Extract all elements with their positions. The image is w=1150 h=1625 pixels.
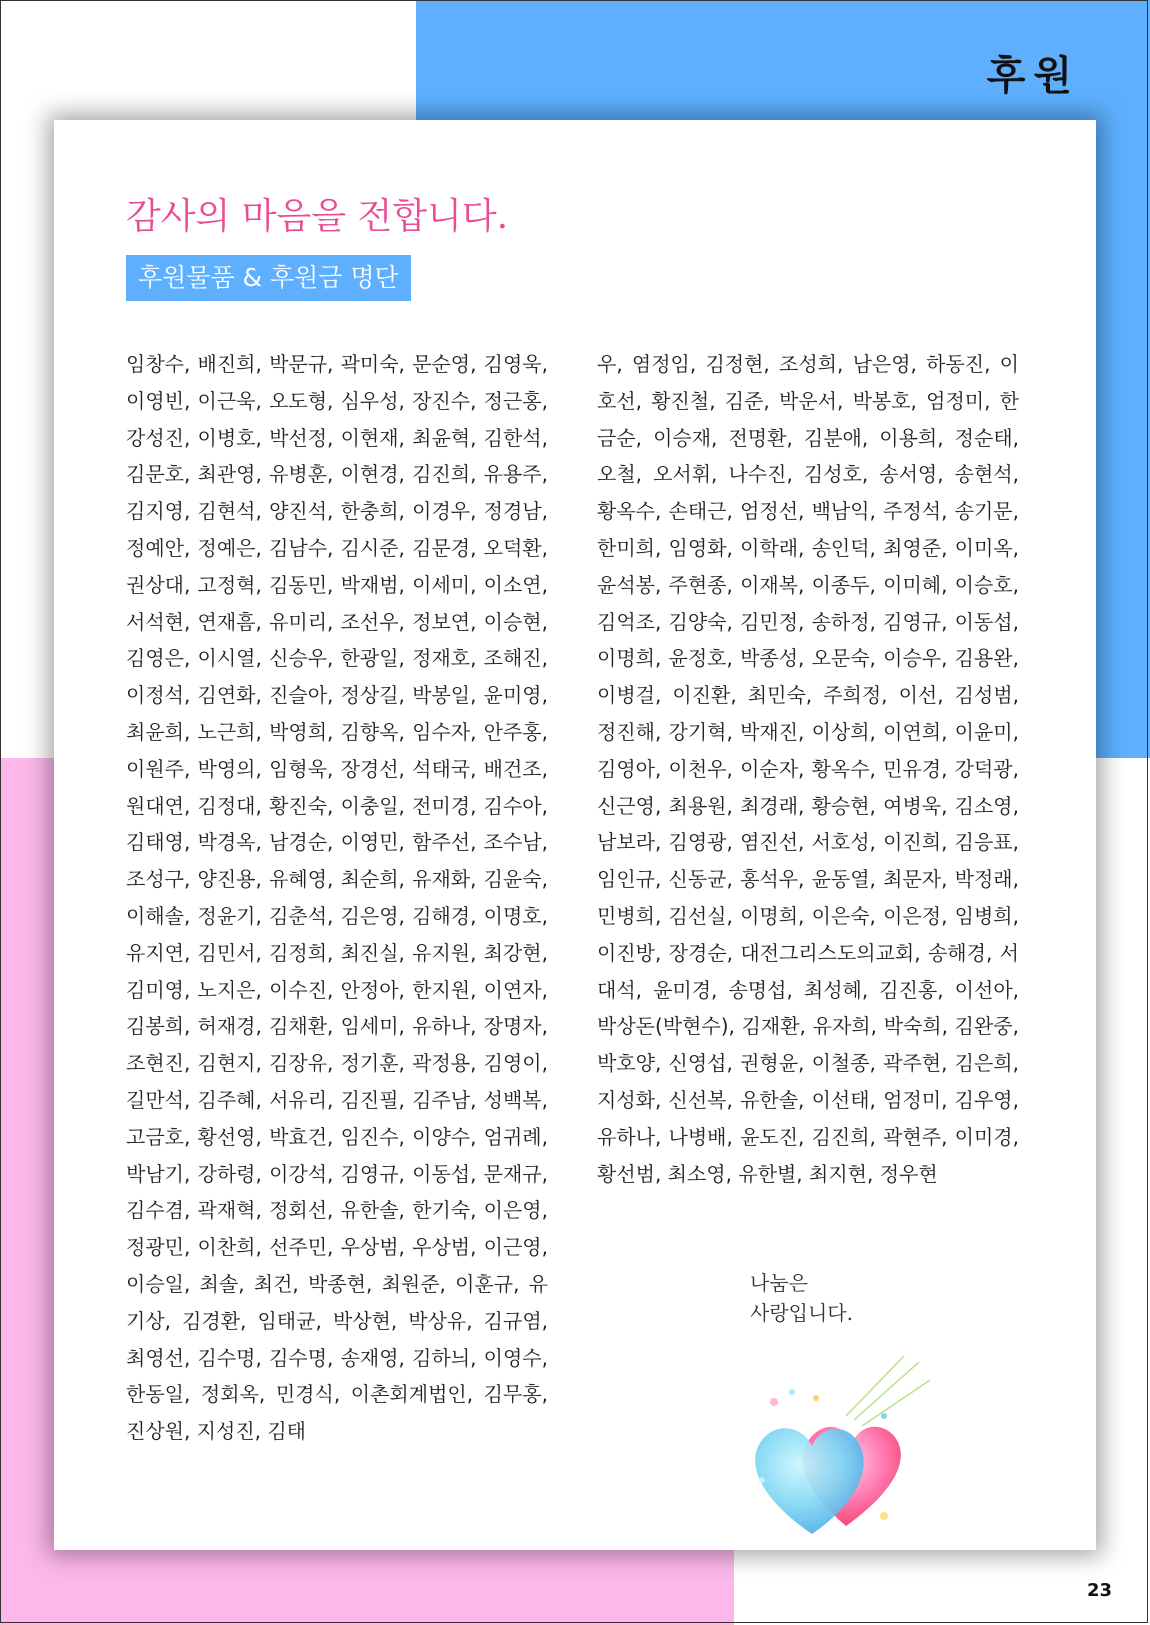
- hearts-illustration: [734, 1340, 934, 1550]
- donor-list-label: 후원물품 & 후원금 명단: [126, 255, 411, 301]
- motto: [750, 1268, 853, 1328]
- donor-list-right-column: 우, 염정임, 김정현, 조성희, 남은영, 하동진, 이호선, 황진철, 김준, 박운서, 박봉호, 엄정미, 한금순, 이승재, 전명환, 김분애, 이용희, 정순태, 오철, 오서휘, 나수진, 김성호, 송서영, 송현석, 황옥수, 손태근, 엄정선, 백남익, 주정석, 송기문, 한미희, 임영화, 이학래, 송인덕, 최영준, 이미옥, 윤석봉, 주현종, 이재복, 이종두, 이미혜, 이승호, 김억조, 김양숙, 김민정, 송하정, 김영규, 이동섭, 이명희, 윤정호, 박종성, 오문숙, 이승우, 김용완, 이병걸, 이진환, 최민숙, 주희정, 이선, 김성범, 정진해, 강기혁, 박재진, 이상희, 이연희, 이윤미, 김영아, 이천우, 이순자, 황옥수, 민유경, 강덕광, 신근영, 최용원, 최경래, 황승현, 여병욱, 김소영, 남보라, 김영광, 염진선, 서호성, 이진희, 김응표, 임인규, 신동균, 홍석우, 윤동열, 최문자, 박정래, 민병희, 김선실, 이명희, 이은숙, 이은정, 임병희, 이진방, 장경순, 대전그리스도의교회, 송해경, 서대석, 윤미경, 송명섭, 최성혜, 김진홍, 이선아, 박상돈(박현수), 김재환, 유자희, 박숙희, 김완중, 박호양, 신영섭, 권형윤, 이철종, 곽주현, 김은희, 지성화, 신선복, 유한솔, 이선태, 엄정미, 김우영, 유하나, 나병배, 윤도진, 김진희, 곽현주, 이미경, 황선범, 최소영, 유한별, 최지현, 정우현: [597, 352, 1019, 1186]
- motto-line-1: 나눔은: [750, 1271, 808, 1295]
- section-title: 후원: [986, 53, 1080, 99]
- page-number: 23: [1086, 1580, 1112, 1601]
- dot-icon: [881, 1413, 887, 1419]
- donor-list-left-column: 임창수, 배진희, 박문규, 곽미숙, 문순영, 김영욱, 이영빈, 이근욱, 오도형, 심우성, 장진수, 정근홍, 강성진, 이병호, 박선정, 이현재, 최윤혁, 김한석, 김문호, 최관영, 유병훈, 이현경, 김진희, 유용주, 김지영, 김현석, 양진석, 한충희, 이경우, 정경남, 정예안, 정예은, 김남수, 김시준, 김문경, 오덕환, 권상대, 고정혁, 김동민, 박재범, 이세미, 이소연, 서석현, 연재흠, 유미리, 조선우, 정보연, 이승현, 김영은, 이시열, 신승우, 한광일, 정재호, 조해진, 이정석, 김연화, 진슬아, 정상길, 박봉일, 윤미영, 최윤희, 노근희, 박영희, 김향옥, 임수자, 안주홍, 이원주, 박영의, 임형욱, 장경선, 석태국, 배건조, 원대연, 김정대, 황진숙, 이충일, 전미경, 김수아, 김태영, 박경옥, 남경순, 이영민, 함주선, 조수남, 조성구, 양진용, 유혜영, 최순희, 유재화, 김윤숙, 이해솔, 정윤기, 김춘석, 김은영, 김해경, 이명호, 유지연, 김민서, 김정희, 최진실, 유지원, 최강현, 김미영, 노지은, 이수진, 안정아, 한지원, 이연자, 김봉희, 허재경, 김채환, 임세미, 유하나, 장명자, 조현진, 김현지, 김장유, 정기훈, 곽정용, 김영이, 길만석, 김주혜, 서유리, 김진필, 김주남, 성백복, 고금호, 황선영, 박효건, 임진수, 이양수, 엄귀례, 박남기, 강하령, 이강석, 김영규, 이동섭, 문재규, 김수겸, 곽재혁, 정회선, 유한솔, 한기숙, 이은영, 정광민, 이찬희, 선주민, 우상범, 우상범, 이근영, 이승일, 최솔, 최건, 박종현, 최원준, 이훈규, 유기상, 김경환, 임태균, 박상현, 박상유, 김규염, 최영선, 김수명, 김수명, 송재영, 김하늬, 이영수, 한동일, 정회옥, 민경식, 이촌회계법인, 김무홍, 진상원, 지성진, 김태: [126, 352, 548, 1444]
- dot-icon: [789, 1389, 795, 1395]
- dot-icon: [813, 1395, 819, 1401]
- dot-icon: [759, 1477, 765, 1483]
- donor-card: [54, 120, 1096, 1550]
- dot-icon: [880, 1512, 888, 1520]
- motto-line-2: 사랑입니다.: [750, 1301, 853, 1325]
- dot-icon: [770, 1398, 778, 1406]
- sparkle-lines-icon: [846, 1356, 930, 1426]
- page-title: 감사의 마음을 전합니다.: [126, 196, 509, 237]
